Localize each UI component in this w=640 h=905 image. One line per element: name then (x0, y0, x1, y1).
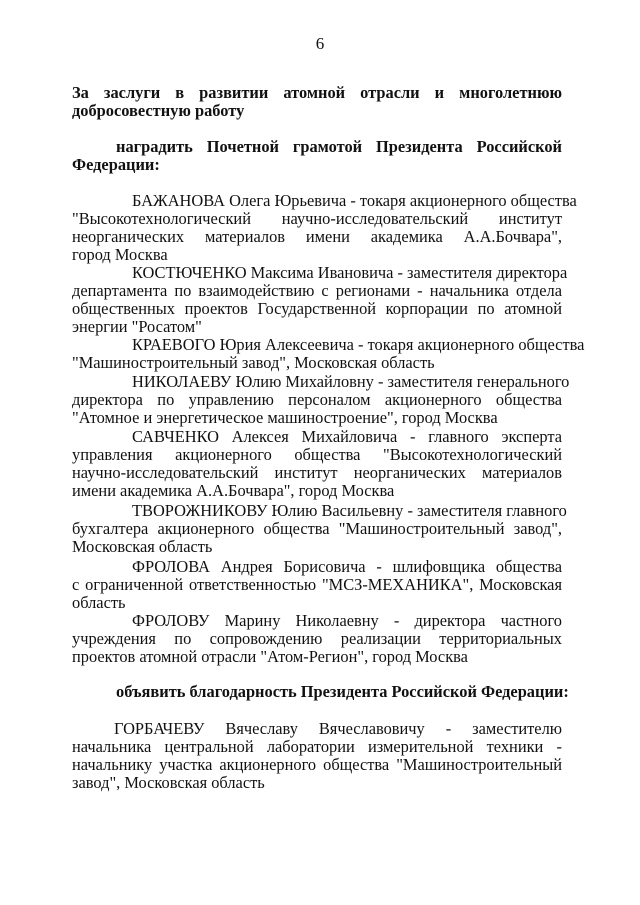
entry-line: энергии "Росатом" (72, 317, 202, 336)
entry-line: с ограниченной ответственностью "МСЗ-МЕХАНИКА", Московская (72, 575, 562, 594)
intro-line: добросовестную работу (72, 101, 245, 120)
entry-line: БАЖАНОВА Олега Юрьевича - токаря акционерного общества (132, 191, 577, 210)
entry-line: ФРОЛОВА Андрея Борисовича - шлифовщика общества (132, 557, 562, 576)
award-heading-line: Федерации: (72, 155, 160, 174)
entry-line: Московская область (72, 537, 213, 556)
awardee-entry (72, 501, 567, 556)
awardee-entry (72, 263, 568, 336)
entry-line: "Атомное и энергетическое машиностроение", город Москва (72, 408, 498, 427)
entry-line: САВЧЕНКО Алексея Михайловича - главного эксперта (132, 427, 562, 446)
awardee-entry (72, 372, 570, 427)
award-heading (72, 138, 562, 174)
entry-line: ТВОРОЖНИКОВУ Юлию Васильевну - заместителя главного (132, 501, 567, 520)
entry-line: завод", Московская область (72, 773, 265, 792)
awardee-entry (72, 335, 585, 372)
gratitude-entry (72, 720, 562, 792)
entry-line: КРАЕВОГО Юрия Алексеевича - токаря акционерного общества (132, 335, 585, 354)
entry-line: имени академика А.А.Бочвара", город Москва (72, 481, 395, 500)
entry-line: общественных проектов Государственной корпорации по атомной (72, 299, 562, 318)
entry-line: неорганических материалов имени академика А.А.Бочвара", (72, 227, 562, 246)
gratitude-heading-line: объявить благодарность Президента Российской Федерации: (116, 682, 569, 701)
entry-line: директора по управлению персоналом акционерного общества (72, 390, 562, 409)
page-number: 6 (315, 34, 325, 53)
entry-line: ГОРБАЧЕВУ Вячеславу Вячеславовичу - заместителю (114, 719, 562, 738)
award-heading-line: наградить Почетной грамотой Президента Российской (116, 137, 562, 156)
entry-line: НИКОЛАЕВУ Юлию Михайловну - заместителя генерального (132, 372, 570, 391)
gratitude-heading (72, 682, 569, 701)
awardee-entry (72, 191, 577, 264)
entry-line: город Москва (72, 245, 168, 264)
entry-line: департамента по взаимодействию с регионами - начальника отдела (72, 281, 562, 300)
awardee-entry (72, 612, 562, 666)
entry-line: ФРОЛОВУ Марину Николаевну - директора частного (132, 611, 562, 630)
entry-line: область (72, 593, 126, 612)
entry-line: учреждения по сопровождению реализации территориальных (72, 629, 562, 648)
entry-line: "Высокотехнологический научно-исследовательский институт (72, 209, 562, 228)
entry-line: проектов атомной отрасли "Атом-Регион", город Москва (72, 647, 468, 666)
entry-line: КОСТЮЧЕНКО Максима Ивановича - заместителя директора (132, 263, 568, 282)
awardee-entry (72, 428, 562, 500)
entry-line: "Машиностроительный завод", Московская область (72, 353, 435, 372)
entry-line: начальнику участка акционерного общества "Машиностроительный (72, 755, 562, 774)
entry-line: бухгалтера акционерного общества "Машиностроительный завод", (72, 519, 562, 538)
entry-line: начальника центральной лаборатории измерительной техники - (72, 737, 562, 756)
intro-line: За заслуги в развитии атомной отрасли и многолетнюю (72, 83, 562, 102)
entry-line: управления акционерного общества "Высокотехнологический (72, 445, 562, 464)
entry-line: научно-исследовательский институт неорганических материалов (72, 463, 562, 482)
awardee-entry (72, 558, 562, 612)
intro-paragraph (72, 84, 562, 120)
